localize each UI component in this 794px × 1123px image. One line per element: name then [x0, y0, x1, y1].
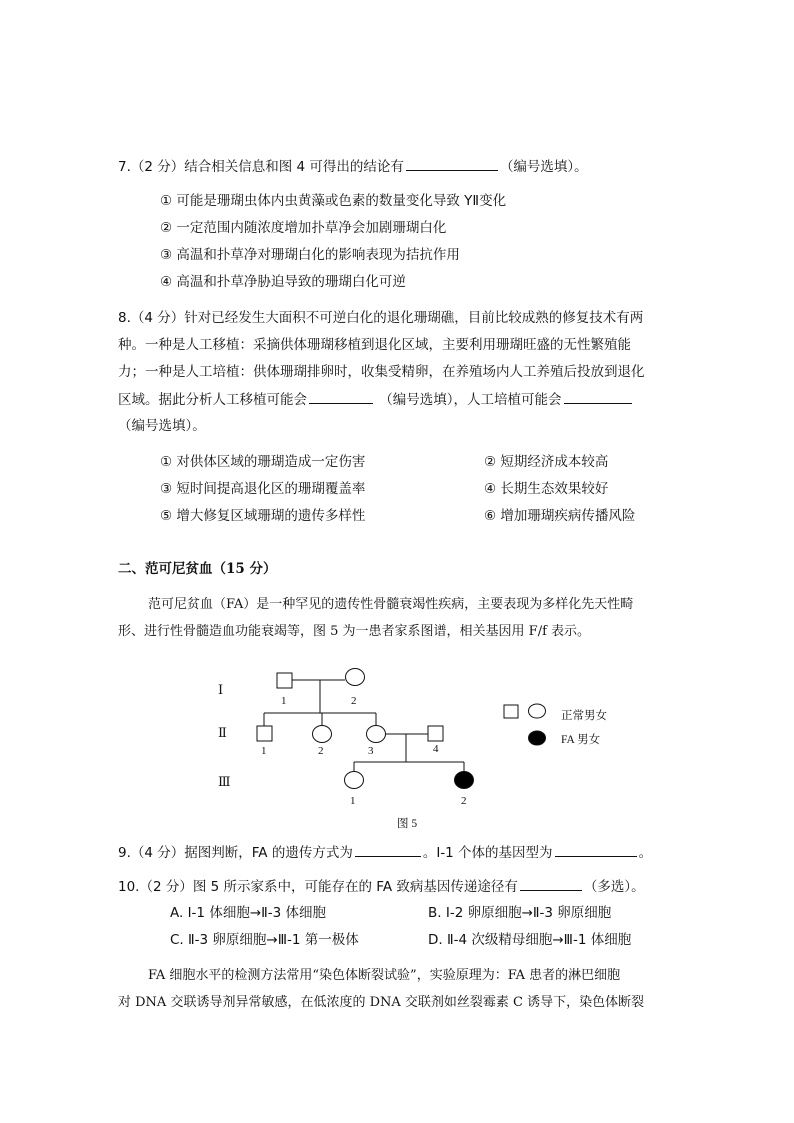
- section-para-line-2: 形、进行性骨髓造血功能衰竭等，图 5 为一患者家系图谱，相关基因用 F/f 表示。: [118, 624, 591, 639]
- gen2-male-4: [428, 726, 443, 741]
- q10-option-a: A. Ⅰ-1 体细胞→Ⅱ-3 体细胞: [170, 905, 327, 921]
- q9-blank-2[interactable]: [555, 843, 637, 857]
- q7-option-3: ③ 高温和扑草净对珊瑚白化的影响表现为拮抗作用: [160, 247, 460, 263]
- gen2-female-3: [367, 726, 386, 743]
- legend-normal-female: [529, 704, 546, 718]
- q10-stem-tail: （多选）。: [583, 879, 645, 895]
- q10-option-b: B. Ⅰ-2 卵原细胞→Ⅱ-3 卵原细胞: [428, 905, 612, 921]
- q8-line-4-text: 区域。据此分析人工移植可能会: [118, 392, 307, 408]
- q7-stem-tail: （编号选填）。: [499, 159, 588, 175]
- q10-option-d: D. Ⅱ-4 次级精母细胞→Ⅲ-1 体细胞: [428, 932, 632, 948]
- q8-line-2: 种。一种是人工移植：采摘供体珊瑚移植到退化区域，主要利用珊瑚旺盛的无性繁殖能: [118, 337, 631, 353]
- gen2-num-3: 3: [368, 745, 374, 757]
- legend-fa-female: [529, 731, 546, 745]
- q8-option-6: ⑥ 增加珊瑚疾病传播风险: [484, 508, 636, 524]
- q9-stem: [118, 843, 652, 862]
- gen2-num-4: 4: [433, 743, 439, 755]
- q8-line-5: （编号选填）。: [118, 418, 206, 434]
- gen2-num-1: 1: [261, 745, 267, 757]
- q9-stem-text: 9.（4 分）据图判断，FA 的遗传方式为: [118, 845, 353, 861]
- figure-caption: 图 5: [397, 818, 418, 830]
- legend-normal-male: [504, 705, 518, 718]
- q7-option-1: ① 可能是珊瑚虫体内虫黄藻或色素的数量变化导致 YⅡ变化: [160, 193, 507, 209]
- q9-blank-1[interactable]: [355, 843, 421, 857]
- section-title: 二、范可尼贫血（15 分）: [118, 561, 277, 577]
- gen1-male-1: [277, 673, 292, 688]
- q8-option-1: ① 对供体区域的珊瑚造成一定伤害: [160, 454, 366, 470]
- q7-option-2: ② 一定范围内随浓度增加扑草净会加剧珊瑚白化: [160, 220, 447, 236]
- gen2-female-2: [313, 726, 332, 743]
- q8-option-2: ② 短期经济成本较高: [484, 454, 609, 470]
- q8-option-5: ⑤ 增大修复区域珊瑚的遗传多样性: [160, 508, 366, 524]
- q8-line-1: 8.（4 分）针对已经发生大面积不可逆白化的退化珊瑚礁，目前比较成熟的修复技术有两: [118, 310, 644, 326]
- gen2-num-2: 2: [318, 745, 324, 757]
- gen2-male-1: [257, 726, 272, 741]
- q8-line-3: 力；一种是人工培植：供体珊瑚排卵时，收集受精卵，在养殖场内人工养殖后投放到退化: [118, 364, 645, 380]
- para3-line-1: FA 细胞水平的检测方法常用“染色体断裂试验”，实验原理为：FA 患者的淋巴细胞: [148, 968, 621, 983]
- gen-label-3: Ⅲ: [218, 774, 231, 789]
- gen1-num-1: 1: [281, 695, 287, 707]
- q9-stem-mid: 。Ⅰ-1 个体的基因型为: [422, 845, 553, 861]
- section-para-line-1: 范可尼贫血（FA）是一种罕见的遗传性骨髓衰竭性疾病，主要表现为多样化先天性畸: [148, 597, 634, 612]
- gen3-num-2: 2: [461, 795, 467, 807]
- q10-option-c: C. Ⅱ-3 卵原细胞→Ⅲ-1 第一极体: [170, 932, 359, 948]
- q7-option-4: ④ 高温和扑草净胁迫导致的珊瑚白化可逆: [160, 274, 406, 290]
- gen1-num-2: 2: [351, 695, 357, 707]
- gen-label-1: Ⅰ: [218, 682, 224, 697]
- gen3-affected-female-2: [455, 772, 474, 789]
- q8-line-4-mid: （编号选填），人工培植可能会: [375, 392, 562, 408]
- gen3-num-1: 1: [350, 795, 356, 807]
- gen1-female-2: [346, 669, 365, 686]
- q10-blank[interactable]: [520, 877, 582, 891]
- para3-line-2: 对 DNA 交联诱导剂异常敏感，在低浓度的 DNA 交联剂如丝裂霉素 C 诱导下，染色体断裂: [118, 995, 645, 1010]
- q9-stem-tail: 。: [638, 845, 653, 861]
- q8-option-3: ③ 短时间提高退化区的珊瑚覆盖率: [160, 481, 366, 497]
- q7-stem-text: 7.（2 分）结合相关信息和图 4 可得出的结论有: [118, 159, 404, 175]
- q8-option-4: ④ 长期生态效果较好: [484, 481, 609, 497]
- q10-stem-text: 10.（2 分）图 5 所示家系中，可能存在的 FA 致病基因传递途径有: [118, 879, 518, 895]
- gen3-female-1: [345, 772, 364, 789]
- q10-stem: [118, 877, 645, 896]
- legend-normal-label: 正常男女: [561, 710, 607, 722]
- legend-fa-label: FA 男女: [561, 734, 601, 746]
- gen-label-2: Ⅱ: [218, 725, 227, 740]
